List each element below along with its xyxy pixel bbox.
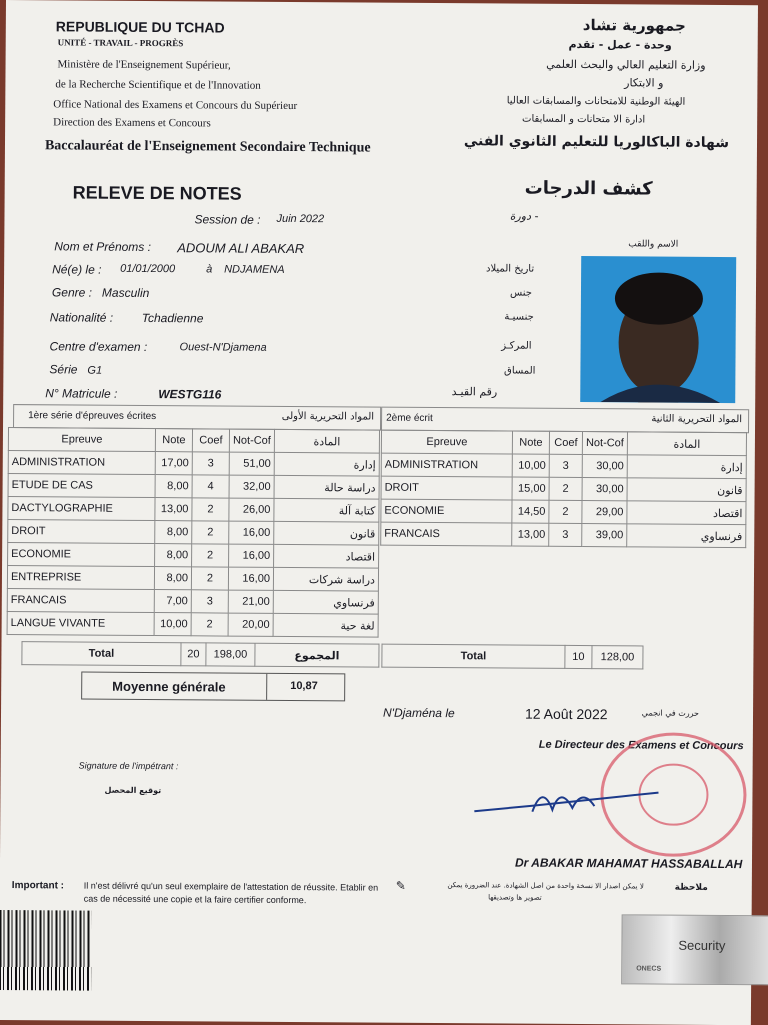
date-ar: حررت في انجمي [641, 708, 700, 718]
table-row [8, 543, 379, 569]
cell-note: 10,00 [154, 613, 191, 636]
director-signature [472, 781, 662, 826]
pen-icon: ✎ [395, 878, 406, 893]
cell-epreuve: FRANCAIS [381, 522, 512, 546]
cell-note: 8,00 [155, 521, 192, 544]
cell-notcof: 26,00 [229, 498, 274, 521]
motto-fr: UNITÉ - TRAVAIL - PROGRÈS [57, 37, 184, 49]
cell-notcof: 21,00 [228, 590, 273, 613]
col-coef: Coef [549, 431, 582, 454]
table2-total [381, 644, 643, 670]
nationality-label: Nationalité : [49, 310, 114, 325]
cell-notcof: 30,00 [582, 478, 627, 501]
exam-title-ar: شهادة الباكالوريا للتعليم الثانوي الفني [463, 133, 730, 152]
student-photo [580, 256, 736, 403]
security-hologram [621, 914, 768, 985]
matricule-value: WESTG116 [158, 387, 222, 402]
cell-epreuve: ENTREPRISE [7, 566, 154, 590]
cell-epreuve: ETUDE DE CAS [8, 474, 155, 498]
ministry-ar-2: و الابتكار [624, 76, 664, 90]
table2-header-row [381, 430, 746, 456]
table2-total-row [382, 644, 643, 669]
table-row [8, 497, 379, 523]
cell-ar: إدارة [627, 455, 746, 479]
director-title: Le Directeur des Examens et Concours [538, 738, 744, 753]
direction-name: Direction des Examens et Concours [53, 116, 211, 130]
student-name: ADOUM ALI ABAKAR [177, 240, 305, 257]
col-note: Note [512, 431, 549, 454]
cell-coef: 3 [549, 523, 582, 546]
cell-coef: 2 [191, 613, 228, 636]
issue-date: 12 Août 2022 [524, 705, 608, 723]
hologram-text: Security [678, 937, 726, 954]
cell-ar: فرنساوي [273, 590, 378, 614]
gender-value: Masculin [101, 285, 150, 301]
cell-ar: لغة حية [273, 613, 378, 637]
cell-notcof: 30,00 [582, 455, 627, 478]
table-row [8, 520, 379, 546]
cell-ar: قانون [627, 478, 746, 502]
cell-coef: 3 [191, 590, 228, 613]
col-note: Note [155, 429, 192, 452]
cell-notcof: 16,00 [229, 544, 274, 567]
average-label: Moyenne générale [112, 678, 226, 695]
nationality-value: Tchadienne [141, 310, 204, 326]
table2-heading-ar: المواد التحريرية الثانية [651, 413, 743, 426]
total2-label: Total [382, 644, 565, 668]
table-row [8, 451, 379, 477]
cell-ar: دراسة شركات [273, 567, 378, 591]
table1-total-row [22, 642, 379, 667]
col-coef: Coef [192, 429, 229, 452]
cell-coef: 3 [192, 452, 229, 475]
cell-epreuve: ADMINISTRATION [8, 451, 155, 475]
series-label: Série [49, 362, 78, 377]
cell-ar: إدارة [274, 452, 379, 476]
cell-notcof: 29,00 [582, 501, 627, 524]
signature-label: Signature de l'impétrant : [78, 760, 179, 772]
cell-coef: 2 [191, 567, 228, 590]
table1 [7, 427, 380, 638]
gender-ar: جنس [509, 287, 533, 299]
cell-epreuve: DACTYLOGRAPHIE [8, 497, 155, 521]
direction-ar: ادارة الا متحانات و المسابقات [522, 113, 646, 126]
birth-at: à [206, 263, 213, 276]
total-ar: المجموع [255, 643, 379, 667]
cell-notcof: 20,00 [228, 613, 273, 636]
name-label: Nom et Prénoms : [54, 239, 152, 255]
cell-notcof: 51,00 [229, 452, 274, 475]
table1-header-row [8, 428, 379, 454]
total2-coef: 10 [565, 645, 592, 668]
table-row [7, 612, 378, 638]
cell-epreuve: ADMINISTRATION [381, 453, 512, 477]
office-name: Office National des Examens et Concours du Supérieur [53, 98, 298, 113]
cell-note: 8,00 [155, 544, 192, 567]
cell-coef: 2 [549, 477, 582, 500]
cell-coef: 2 [192, 544, 229, 567]
table2 [380, 430, 747, 549]
motto-ar: وحدة - عمل - تقدم [568, 37, 672, 52]
cell-note: 17,00 [155, 452, 192, 475]
cell-epreuve: ECONOMIE [8, 543, 155, 567]
col-epreuve: Epreuve [8, 428, 155, 452]
center-ar: المركـز [501, 340, 532, 352]
document-title-ar: كشف الدرجات [524, 177, 653, 200]
cell-note: 15,00 [512, 477, 549, 500]
session-value: Juin 2022 [276, 212, 325, 226]
col-notcof: Not-Cof [229, 429, 274, 452]
matricule-label: N° Matricule : [45, 386, 118, 401]
cell-coef: 2 [192, 521, 229, 544]
table2-heading-fr: 2ème écrit [386, 412, 433, 424]
birth-place: NDJAMENA [224, 263, 285, 276]
nationality-ar: جنسيـة [504, 311, 534, 323]
average-value: 10,87 [290, 680, 318, 693]
cell-note: 7,00 [154, 590, 191, 613]
total2-points: 128,00 [592, 646, 643, 669]
birth-ar: تاريخ الميلاد [485, 263, 535, 275]
ministry-line-1: Ministère de l'Enseignement Supérieur, [57, 58, 231, 72]
cell-notcof: 16,00 [228, 567, 273, 590]
center-value: Ouest-N'Djamena [179, 341, 267, 354]
cell-note: 8,00 [154, 567, 191, 590]
name-ar: الاسم واللقب [628, 239, 679, 250]
table-row [7, 589, 378, 615]
birth-date: 01/01/2000 [120, 262, 176, 276]
exam-title-fr: Baccalauréat de l'Enseignement Secondaire Technique [44, 138, 371, 156]
cell-note: 10,00 [512, 454, 549, 477]
cell-epreuve: ECONOMIE [381, 499, 512, 523]
office-ar: الهيئة الوطنية للامتحانات والمسابقات العاليا [506, 95, 686, 108]
cell-ar: فرنساوي [627, 524, 746, 548]
place-label: N'Djaména le [382, 705, 455, 721]
average-box [81, 672, 345, 702]
cell-notcof: 39,00 [582, 524, 627, 547]
cell-coef: 4 [192, 475, 229, 498]
matricule-ar: رقم القيـد [451, 385, 498, 399]
cell-epreuve: DROIT [381, 476, 512, 500]
table-row [381, 522, 746, 548]
cell-epreuve: FRANCAIS [7, 589, 154, 613]
cell-coef: 2 [192, 498, 229, 521]
table-row [7, 566, 378, 592]
table-row [381, 476, 746, 502]
director-name: Dr ABAKAR MAHAMAT HASSABALLAH [514, 855, 743, 872]
table-row [381, 499, 746, 525]
cell-ar: دراسة حالة [274, 475, 379, 499]
hologram-brand: ONECS [636, 965, 662, 973]
ministry-ar-1: وزارة التعليم العالي والبحث العلمي [546, 57, 706, 72]
cell-notcof: 32,00 [229, 475, 274, 498]
important-label: Important : [11, 880, 65, 892]
cell-note: 13,00 [155, 498, 192, 521]
important-text-1: Il n'est délivré qu'un seul exemplaire de l'attestation de réussite. Etablir en [83, 880, 379, 893]
cell-note: 14,50 [512, 500, 549, 523]
table1-heading-fr: 1ère série d'épreuves écrites [28, 410, 157, 423]
republic-title-ar: جمهورية تشاد [582, 16, 686, 35]
cell-coef: 3 [549, 454, 582, 477]
ministry-line-2: de la Recherche Scientifique et de l'Innovation [55, 78, 261, 92]
center-label: Centre d'examen : [49, 339, 148, 354]
cell-ar: اقتصاد [627, 501, 746, 525]
session-ar: - دورة [509, 209, 539, 223]
important-text-2: cas de nécessité une copie et la faire certifier conforme. [83, 893, 307, 906]
table1-total [21, 641, 379, 667]
cell-epreuve: DROIT [8, 520, 155, 544]
cell-notcof: 16,00 [229, 521, 274, 544]
important-ar-label: ملاحظة [674, 882, 708, 893]
important-ar-2: تصوير ها وتصديقها [488, 893, 542, 902]
important-ar-1: لا يمكن اصدار الا نسخة واحدة من اصل الشهادة. عند الضرورة يمكن [447, 881, 644, 891]
signature-ar: توقيع المحصل [104, 785, 162, 796]
series-value: G1 [87, 364, 103, 377]
cell-note: 8,00 [155, 475, 192, 498]
cell-ar: قانون [274, 521, 379, 545]
col-ar: المادة [274, 429, 379, 453]
total-points: 198,00 [206, 643, 255, 666]
series-ar: المساق [504, 365, 536, 377]
table1-heading-ar: المواد التحريرية الأولى [281, 410, 375, 423]
cell-note: 13,00 [512, 523, 549, 546]
document-title-fr: RELEVE DE NOTES [72, 182, 242, 204]
table-row [381, 453, 746, 479]
col-notcof: Not-Cof [582, 432, 627, 455]
cell-ar: اقتصاد [274, 544, 379, 568]
cell-ar: كتابة آلة [274, 498, 379, 522]
gender-label: Genre : [51, 285, 93, 300]
col-ar: المادة [627, 432, 746, 456]
session-label: Session de : [194, 212, 261, 227]
cell-coef: 2 [549, 500, 582, 523]
barcode [0, 910, 92, 991]
col-epreuve: Epreuve [381, 430, 512, 454]
cell-epreuve: LANGUE VIVANTE [7, 612, 154, 636]
total-coef: 20 [181, 643, 206, 666]
total-label: Total [22, 642, 181, 666]
table-row [8, 474, 379, 500]
republic-title-fr: REPUBLIQUE DU TCHAD [55, 18, 225, 36]
birth-label: Né(e) le : [52, 262, 102, 277]
